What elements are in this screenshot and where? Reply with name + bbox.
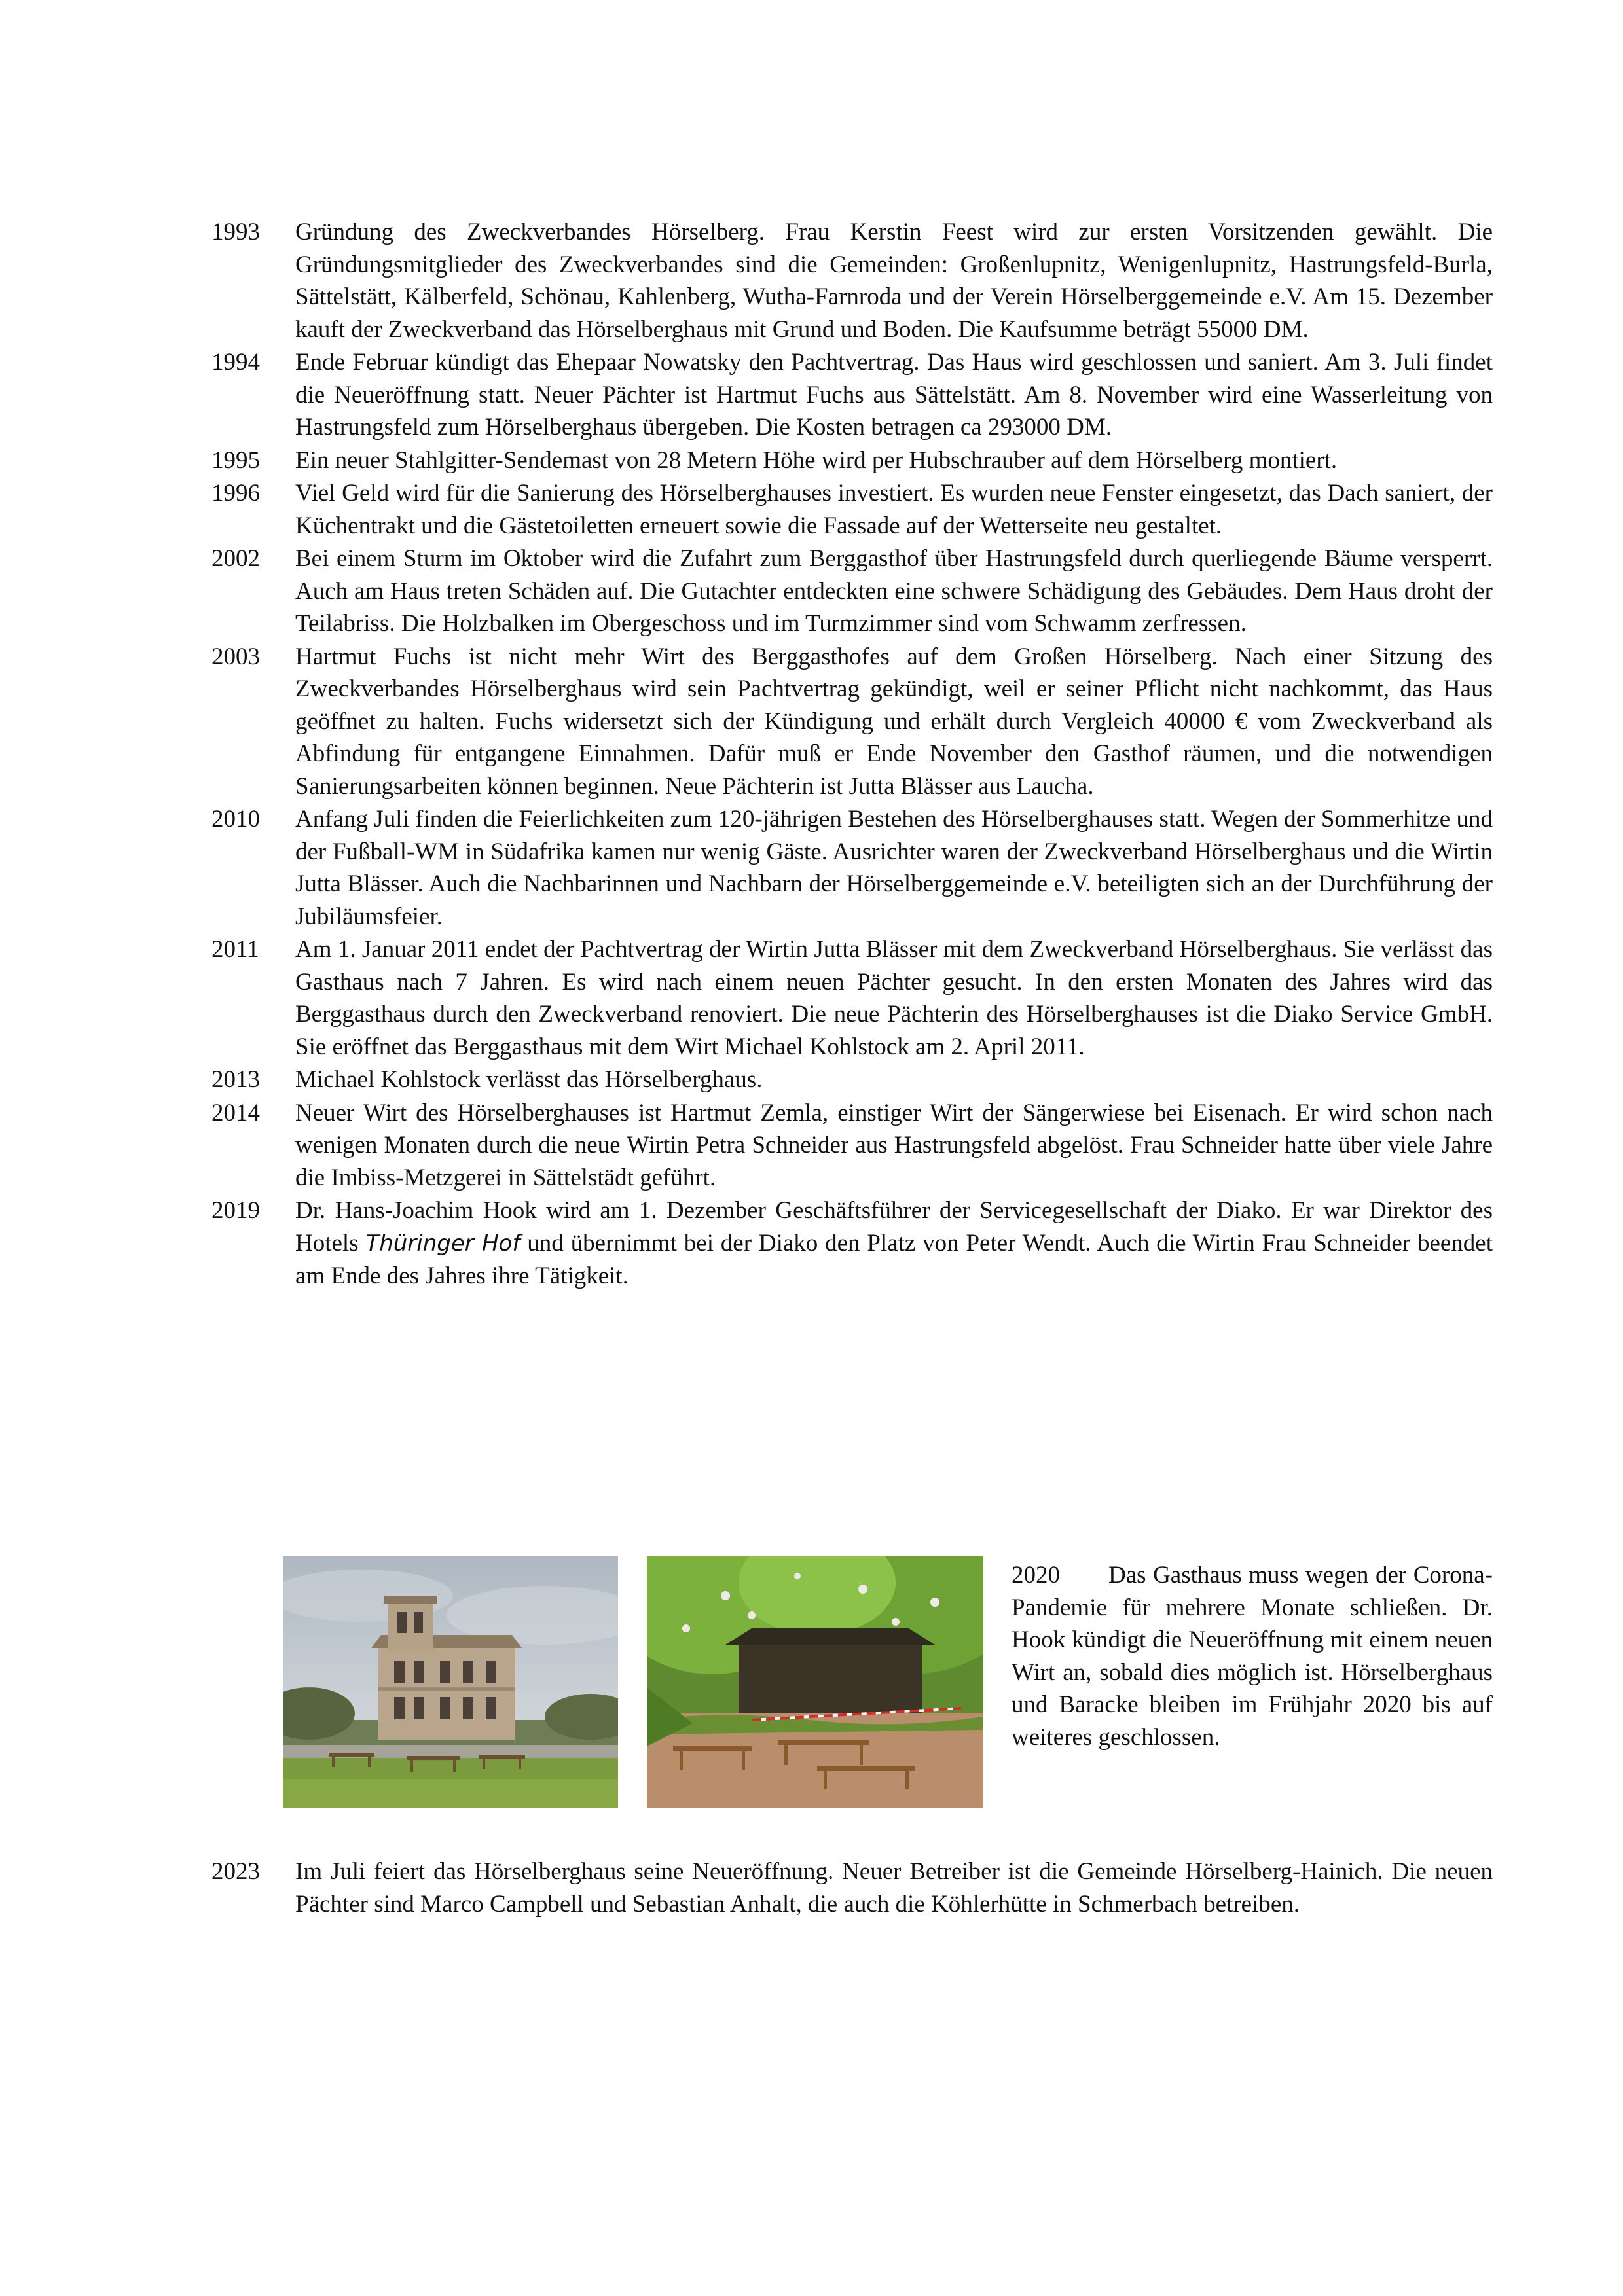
year: 2013	[211, 1066, 260, 1093]
entry-text: Gründung des Zweckverbandes Hörselberg. Frau Kerstin Feest wird zur ersten Vorsitzenden gewählt. Die Gründungsmitglieder des Zweckverbandes sind die Gemeinden: Großenlupnitz, Wenigenlupnitz, Hastrungsfeld-Burla, Sättelstätt, Kälberfeld, Schönau, Kahlenberg, Wutha-Farnroda und der Verein Hörselberggemeinde e.V. Am 15. Dezember kauft der Zweckverband das Hörselberghaus mit Grund und Boden. Die Kaufsumme beträgt 55000 DM.	[295, 219, 1493, 343]
entry-2002	[211, 543, 1493, 640]
entry-text: Bei einem Sturm im Oktober wird die Zufahrt zum Berggasthof über Hastrungsfeld durch querliegende Bäume versperrt. Auch am Haus treten Schäden auf. Die Gutachter entdeckten eine schwere Schädigung des Gebäudes. Dem Haus droht der Teilabriss. Die Holzbalken im Obergeschoss und im Turmzimmer sind vom Schwamm zerfressen.	[295, 545, 1493, 637]
year: 2003	[211, 643, 260, 670]
year: 1996	[211, 480, 260, 507]
entry-2019	[211, 1194, 1493, 1293]
text-part: und übernimmt bei der Diako den Platz von Peter Wendt. Auch die Wirtin Frau Schneider beendet am Ende des Jahres ihre Tätigkeit.	[295, 1229, 1493, 1289]
year: 1995	[211, 446, 260, 474]
barracks-photo	[647, 1556, 983, 1808]
entry-1996	[211, 477, 1493, 542]
year: 2023	[211, 1858, 260, 1885]
entry-2023-block	[211, 1856, 1493, 1920]
entry-2010	[211, 803, 1493, 933]
year: 2002	[211, 545, 260, 572]
text-part: Dr. Hans-Joachim Hook wird am 1. Dezember Geschäftsführer der Servicegesellschaft der Diako. Er war Direktor des Hotels	[295, 1197, 1493, 1257]
entry-2014	[211, 1097, 1493, 1194]
year: 2019	[211, 1197, 260, 1224]
entry-text: Michael Kohlstock verlässt das Hörselberghaus.	[295, 1066, 763, 1093]
hotel-name: Thüringer Hof	[365, 1230, 520, 1257]
entry-text	[295, 1194, 1493, 1293]
entry-1994	[211, 346, 1493, 444]
entry-1995	[211, 444, 1493, 477]
chronicle	[211, 216, 1493, 1293]
year: 2010	[211, 806, 260, 833]
year: 2011	[211, 936, 259, 963]
entry-2020	[1012, 1559, 1493, 1753]
entry-text: Am 1. Januar 2011 endet der Pachtvertrag der Wirtin Jutta Blässer mit dem Zweckverband Hörselberghaus. Sie verlässt das Gasthaus nach 7 Jahren. Es wird nach einem neuen Pächter gesucht. In den ersten Monaten des Jahres wird das Berggasthaus durch den Zweckverband renoviert. Die neue Pächterin des Hörselberghauses ist die Diako Service GmbH. Sie eröffnet das Berggasthaus mit dem Wirt Michael Kohlstock am 2. April 2011.	[295, 936, 1493, 1060]
entry-text: Ende Februar kündigt das Ehepaar Nowatsky den Pachtvertrag. Das Haus wird geschlossen und saniert. Am 3. Juli findet die Neueröffnung statt. Neuer Pächter ist Hartmut Fuchs aus Sättelstätt. Am 8. November wird eine Wasserleitung von Hastrungsfeld zum Hörselberghaus übergeben. Die Kosten betragen ca 293000 DM.	[295, 349, 1493, 440]
year: 1994	[211, 349, 260, 376]
entry-2003	[211, 641, 1493, 803]
photo-row	[283, 1556, 1493, 1812]
entry-text: Hartmut Fuchs ist nicht mehr Wirt des Berggasthofes auf dem Großen Hörselberg. Nach einer Sitzung des Zweckverbandes Hörselberghaus wird sein Pachtvertrag gekündigt, weil er seiner Pflicht nicht nachkommt, das Haus geöffnet zu halten. Fuchs widersetzt sich der Kündigung und erhält durch Vergleich 40000 € vom Zweckverband als Abfindung für entgangene Einnahmen. Dafür muß er Ende November den Gasthof räumen, und die notwendigen Sanierungsarbeiten können beginnen. Neue Pächterin ist Jutta Blässer aus Laucha.	[295, 643, 1493, 800]
entry-text: Viel Geld wird für die Sanierung des Hörselberghauses investiert. Es wurden neue Fenster eingesetzt, das Dach saniert, der Küchentrakt und die Gästetoiletten erneuert sowie die Fassade auf der Wetterseite neu gestaltet.	[295, 480, 1493, 539]
year: 1993	[211, 219, 260, 245]
entry-text: Neuer Wirt des Hörselberghauses ist Hartmut Zemla, einstiger Wirt der Sängerwiese bei Eisenach. Er wird schon nach wenigen Monaten durch die neue Wirtin Petra Schneider aus Hastrungsfeld abgelöst. Frau Schneider hatte über viele Jahre die Imbiss-Metzgerei in Sättelstädt geführt.	[295, 1099, 1493, 1191]
entry-2023	[211, 1856, 1493, 1920]
entry-2011	[211, 933, 1493, 1063]
year: 2020	[1012, 1562, 1060, 1588]
year: 2014	[211, 1099, 260, 1126]
entry-text: Ein neuer Stahlgitter-Sendemast von 28 Metern Höhe wird per Hubschrauber auf dem Hörselberg montiert.	[295, 446, 1338, 474]
entry-text: Im Juli feiert das Hörselberghaus seine Neueröffnung. Neuer Betreiber ist die Gemeinde Hörselberg-Hainich. Die neuen Pächter sind Marco Campbell und Sebastian Anhalt, die auch die Köhlerhütte in Schmerbach betreiben.	[295, 1858, 1493, 1918]
house-photo	[283, 1556, 618, 1808]
entry-text: Das Gasthaus muss wegen der Corona-Pandemie für mehrere Monate schließen. Dr. Hook kündigt die Neueröffnung mit einem neuen Wirt an, sobald dies möglich ist. Hörselberghaus und Baracke bleiben im Frühjahr 2020 bis auf weiteres geschlossen.	[1012, 1562, 1493, 1751]
entry-2013	[211, 1064, 1493, 1096]
entry-text: Anfang Juli finden die Feierlichkeiten zum 120-jährigen Bestehen des Hörselberghauses statt. Wegen der Sommerhitze und der Fußball-WM in Südafrika kamen nur wenig Gäste. Ausrichter waren der Zweckverband Hörselberghaus und die Wirtin Jutta Blässer. Auch die Nachbarinnen und Nachbarn der Hörselberggemeinde e.V. beteiligten sich an der Durchführung der Jubiläumsfeier.	[295, 806, 1493, 930]
entry-1993	[211, 216, 1493, 346]
